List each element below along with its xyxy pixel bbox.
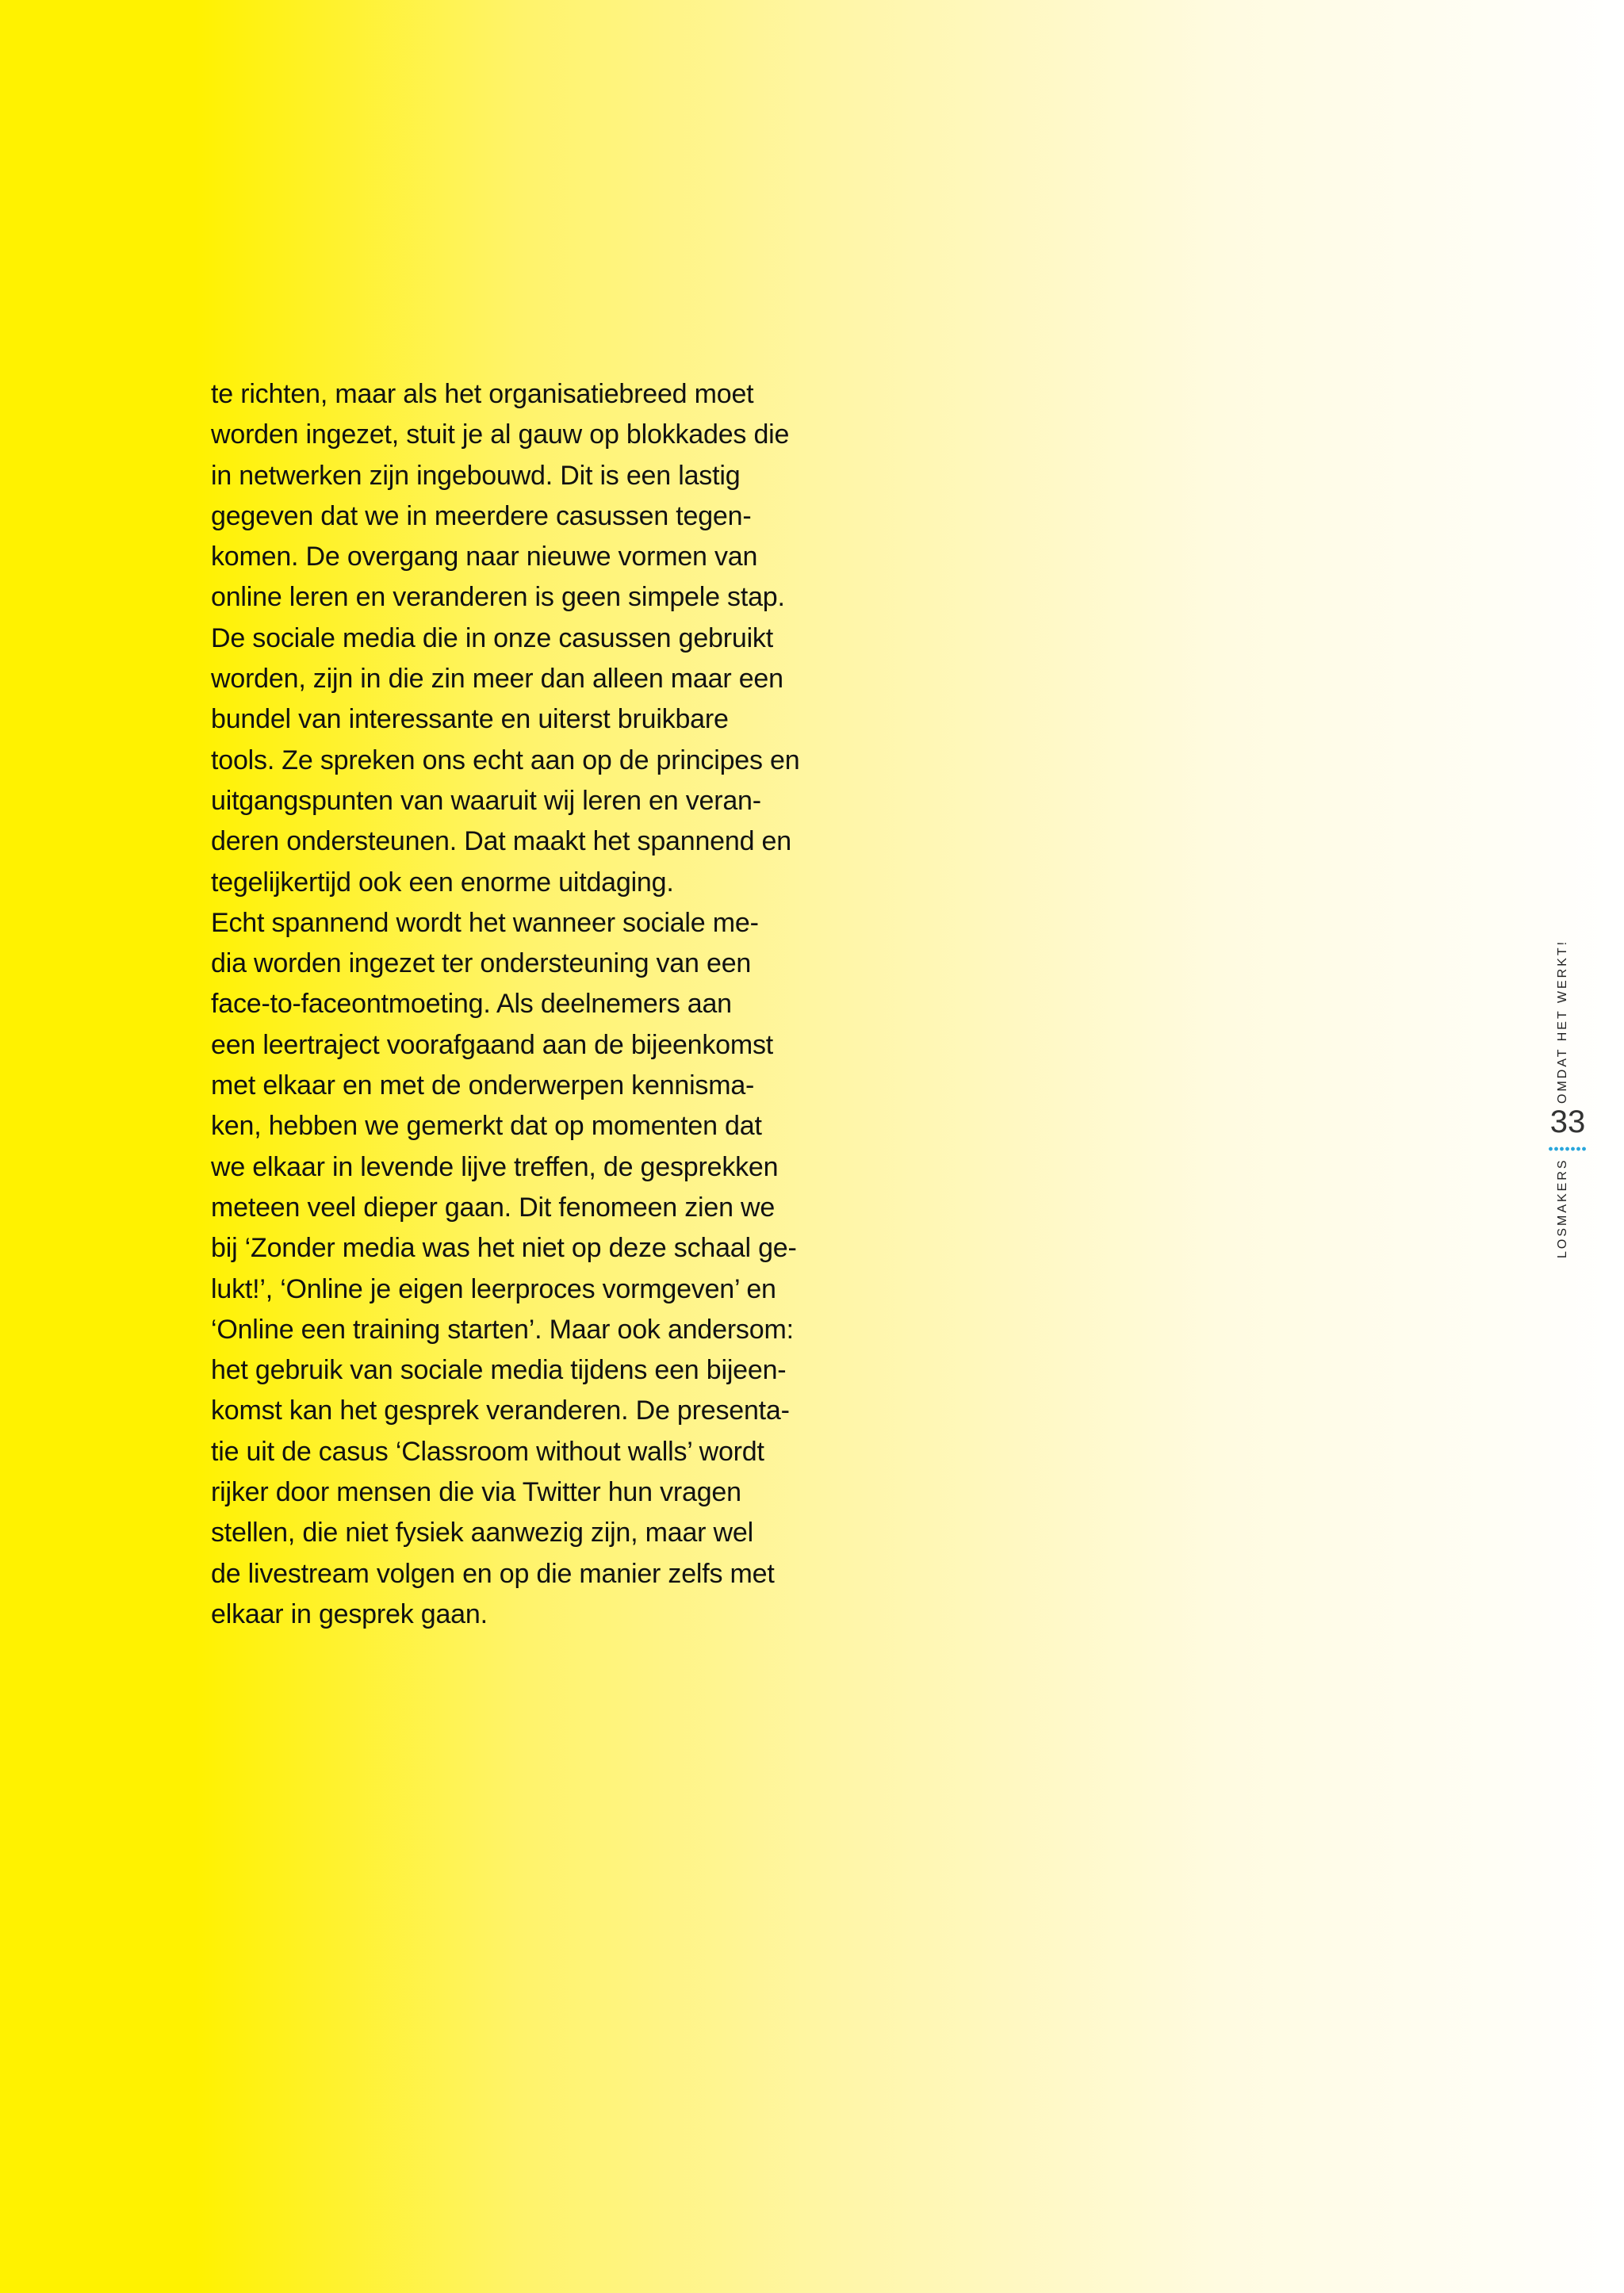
text-line: ken, hebben we gemerkt dat op momenten dat bbox=[211, 1111, 762, 1142]
text-line: tegelijkertijd ook een enorme uitdaging. bbox=[211, 867, 674, 898]
text-line: komst kan het gesprek veranderen. De presenta- bbox=[211, 1395, 790, 1426]
book-title: LOSMAKERS bbox=[1556, 1158, 1569, 1258]
text-line: online leren en veranderen is geen simpele stap. bbox=[211, 582, 785, 613]
text-line: deren ondersteunen. Dat maakt het spannend en bbox=[211, 826, 791, 857]
text-line: worden ingezet, stuit je al gauw op blokkades die bbox=[211, 419, 790, 450]
text-line: een leertraject voorafgaand aan de bijeenkomst bbox=[211, 1029, 774, 1060]
text-line: dia worden ingezet ter ondersteuning van een bbox=[211, 948, 752, 979]
text-line: worden, zijn in die zin meer dan alleen maar een bbox=[211, 664, 783, 695]
body-text bbox=[211, 374, 845, 1635]
text-line: Echt spannend wordt het wanneer sociale me- bbox=[211, 907, 759, 938]
chapter-title: OMDAT HET WERKT! bbox=[1556, 939, 1569, 1104]
text-line: stellen, die niet fysiek aanwezig zijn, maar wel bbox=[211, 1518, 753, 1548]
text-line: we elkaar in levende lijve treffen, de gesprekken bbox=[211, 1151, 779, 1182]
text-line: het gebruik van sociale media tijdens een bijeen- bbox=[211, 1355, 787, 1386]
text-line: komen. De overgang naar nieuwe vormen van bbox=[211, 542, 758, 572]
text-line: in netwerken zijn ingebouwd. Dit is een lastig bbox=[211, 460, 741, 491]
text-line: bundel van interessante en uiterst bruikbare bbox=[211, 704, 729, 735]
text-line: De sociale media die in onze casussen gebruikt bbox=[211, 622, 773, 653]
text-line: bij ‘Zonder media was het niet op deze schaal ge- bbox=[211, 1233, 797, 1264]
text-line: uitgangspunten van waaruit wij leren en veran- bbox=[211, 785, 761, 816]
page-sidebar bbox=[1540, 928, 1595, 1277]
text-line: ‘Online een training starten’. Maar ook andersom: bbox=[211, 1314, 794, 1345]
dotted-divider bbox=[1548, 1146, 1588, 1151]
text-line: te richten, maar als het organisatiebreed moet bbox=[211, 379, 754, 409]
text-line: tools. Ze spreken ons echt aan op de principes en bbox=[211, 745, 800, 775]
text-line: face-to-faceontmoeting. Als deelnemers aan bbox=[211, 989, 732, 1020]
text-line: gegeven dat we in meerdere casussen tegen- bbox=[211, 500, 752, 531]
text-line: met elkaar en met de onderwerpen kennisma- bbox=[211, 1070, 755, 1101]
page-number: 33 bbox=[1549, 1104, 1586, 1139]
text-line: rijker door mensen die via Twitter hun vragen bbox=[211, 1477, 741, 1508]
text-line: meteen veel dieper gaan. Dit fenomeen zien we bbox=[211, 1192, 776, 1223]
text-line: elkaar in gesprek gaan. bbox=[211, 1598, 488, 1629]
text-line: tie uit de casus ‘Classroom without walls’ wordt bbox=[211, 1436, 764, 1467]
text-line: de livestream volgen en op die manier zelfs met bbox=[211, 1558, 775, 1589]
text-line: lukt!’, ‘Online je eigen leerproces vormgeven’ en bbox=[211, 1273, 776, 1304]
